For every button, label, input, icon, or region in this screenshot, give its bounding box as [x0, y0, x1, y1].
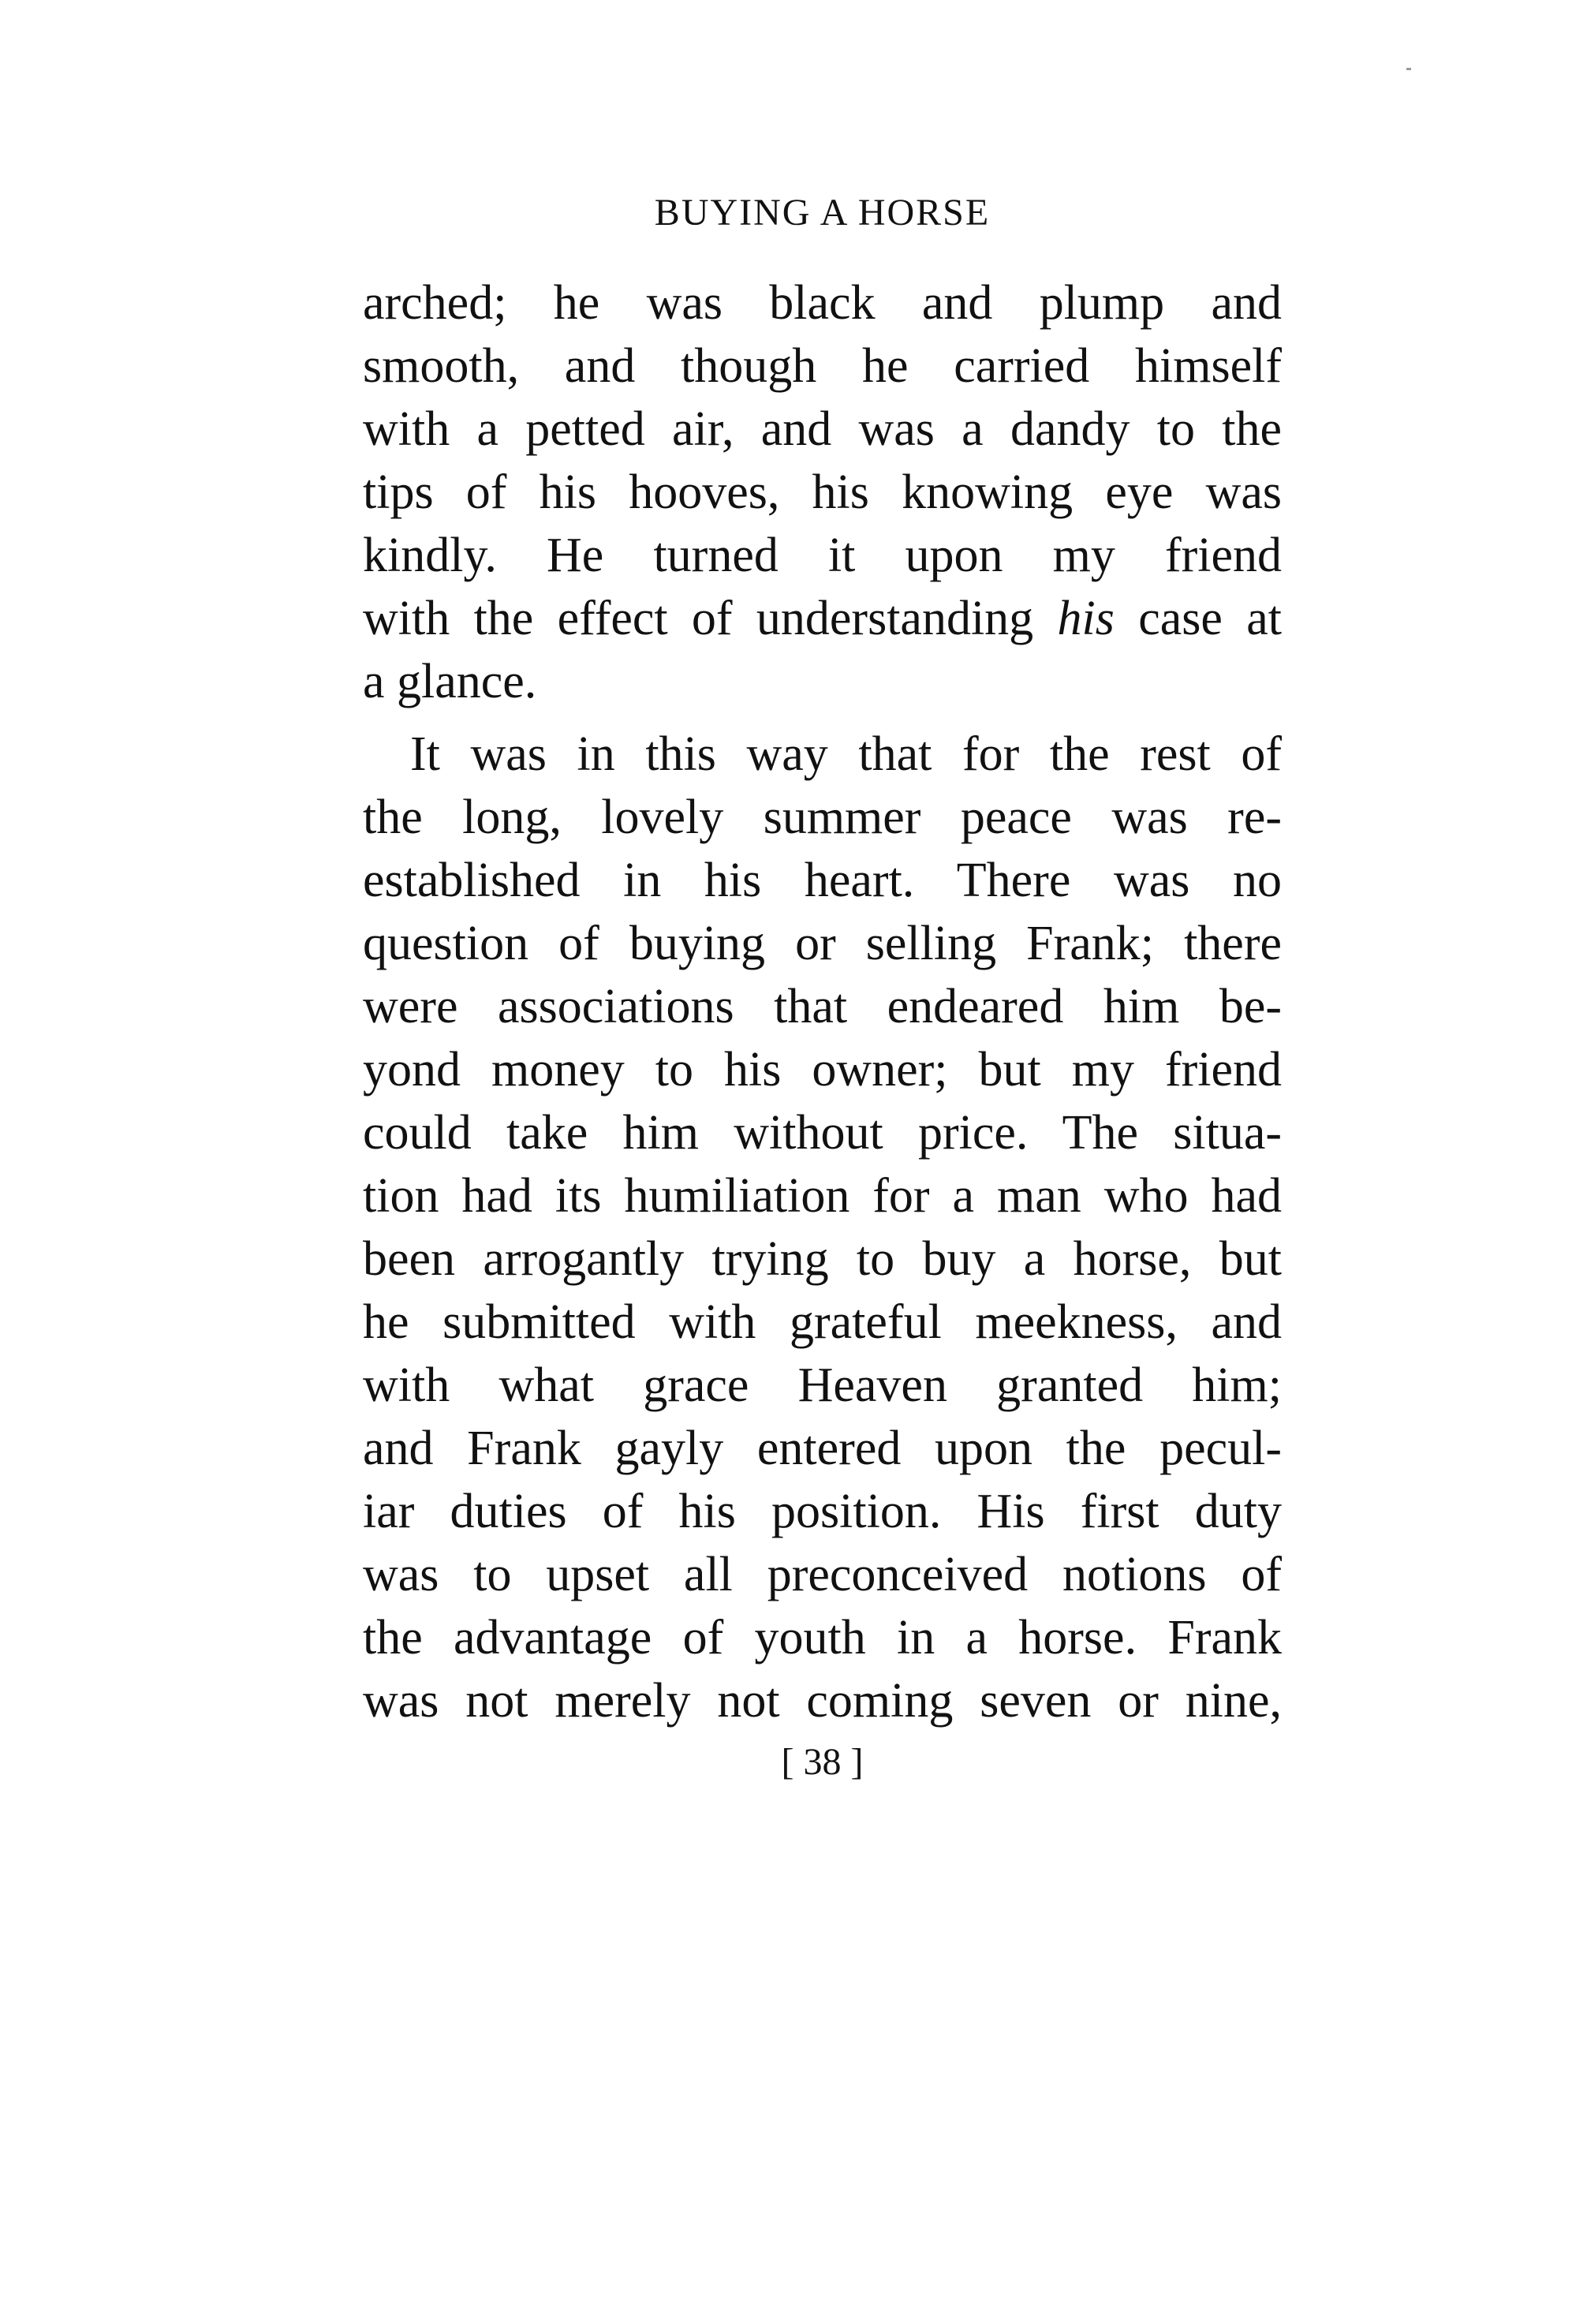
- text-segment: with the effect of understanding: [363, 592, 1058, 645]
- text-line: It was in this way that for the rest of: [410, 727, 1282, 781]
- text-line: question of buying or selling Frank; there: [363, 917, 1282, 970]
- text-line: arched; he was black and plump and: [363, 276, 1282, 330]
- text-line: could take him without price. The situa-: [363, 1106, 1282, 1160]
- text-line: was to upset all preconceived notions of: [363, 1548, 1282, 1601]
- paragraph-1: [363, 271, 1282, 713]
- text-line: kindly. He turned it upon my friend: [363, 529, 1282, 582]
- text-line: with a petted air, and was a dandy to the: [363, 402, 1282, 456]
- text-line: tips of his hooves, his knowing eye was: [363, 465, 1282, 519]
- text-line: were associations that endeared him be-: [363, 980, 1282, 1033]
- paragraph-2: [363, 723, 1282, 1732]
- text-line-with-italic: [363, 587, 1282, 650]
- text-line: he submitted with grateful meekness, and: [363, 1295, 1282, 1349]
- text-line: the long, lovely summer peace was re-: [363, 790, 1282, 844]
- text-line: a glance.: [363, 655, 537, 708]
- text-line: and Frank gayly entered upon the pecul-: [363, 1422, 1282, 1475]
- text-line: iar duties of his position. His first duty: [363, 1485, 1282, 1538]
- text-line: with what grace Heaven granted him;: [363, 1358, 1282, 1412]
- text-line: been arrogantly trying to buy a horse, but: [363, 1232, 1282, 1286]
- running-head: BUYING A HORSE: [654, 192, 991, 234]
- book-page: [363, 189, 1282, 1786]
- text-line: established in his heart. There was no: [363, 854, 1282, 907]
- text-line: yond money to his owner; but my friend: [363, 1043, 1282, 1097]
- text-segment: case at: [1114, 592, 1282, 645]
- text-line: was not merely not coming seven or nine,: [363, 1674, 1282, 1728]
- text-line: the advantage of youth in a horse. Frank: [363, 1611, 1282, 1665]
- page-number: [ 38 ]: [781, 1741, 864, 1783]
- text-line: smooth, and though he carried himself: [363, 339, 1282, 393]
- scan-artifact-mark: [1406, 68, 1411, 70]
- italic-word: his: [1057, 592, 1115, 645]
- text-line: tion had its humiliation for a man who had: [363, 1169, 1282, 1223]
